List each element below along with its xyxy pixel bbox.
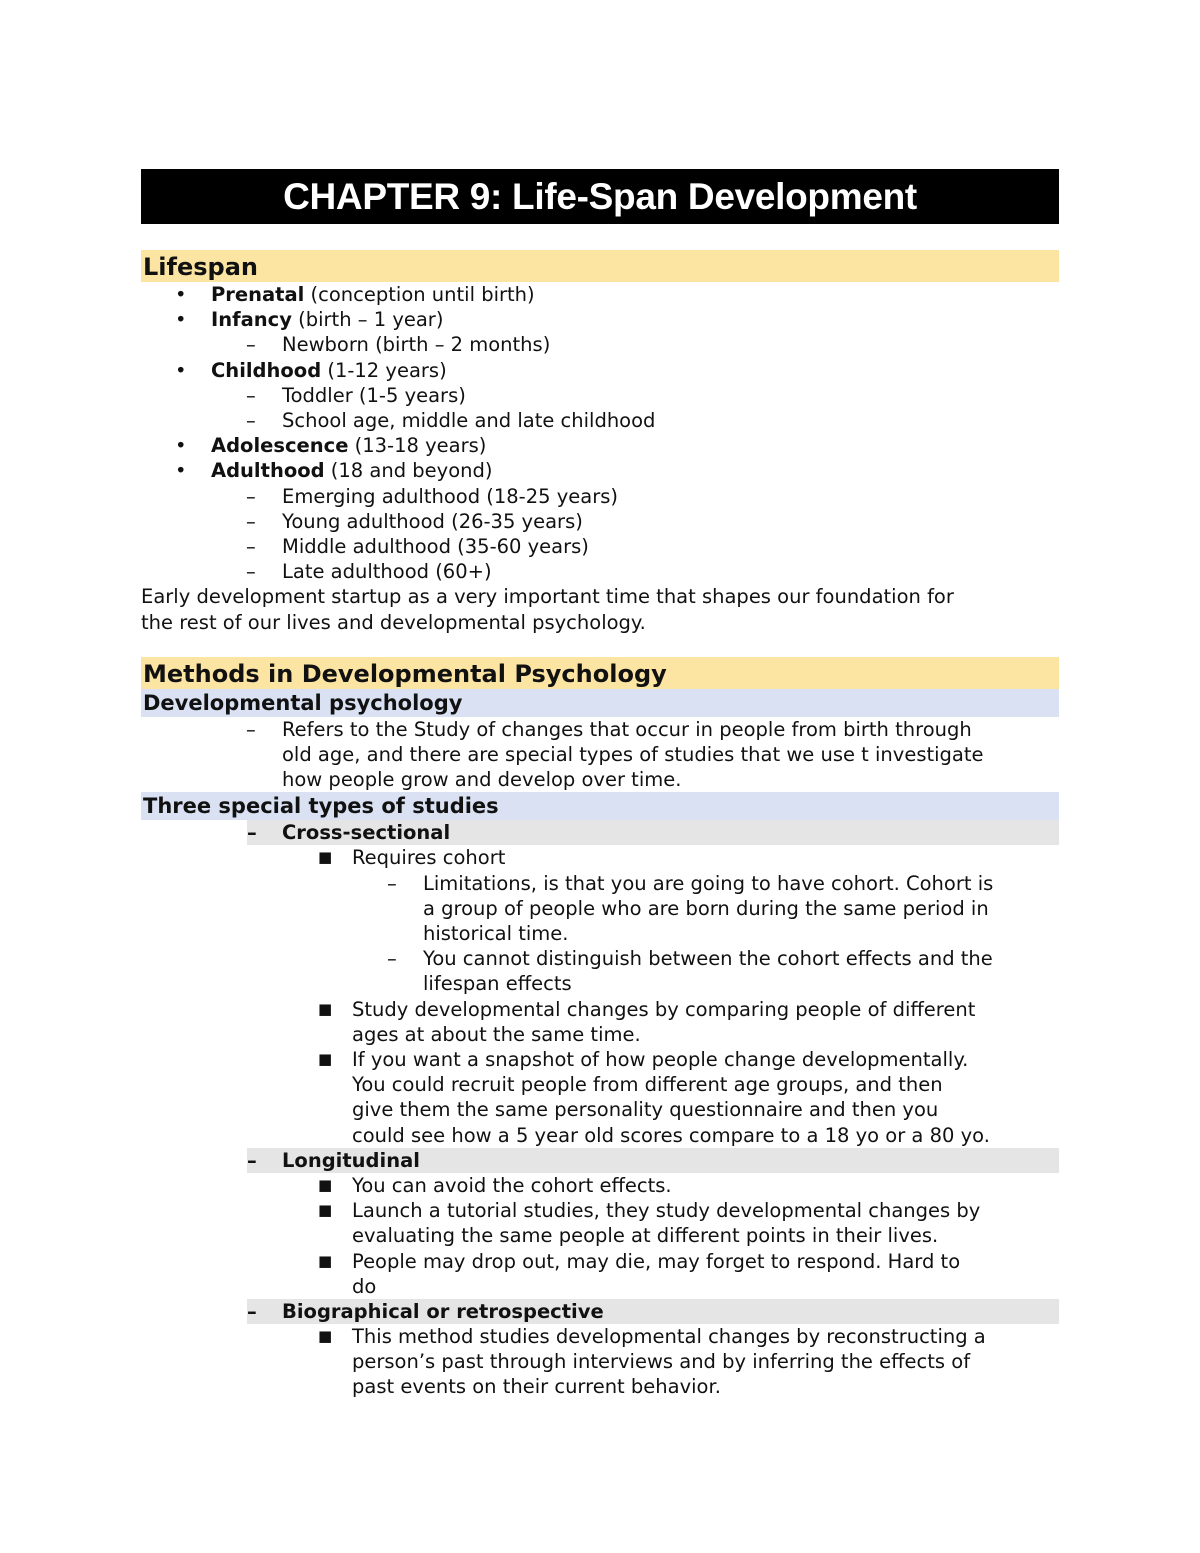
bullet-icon: • — [175, 358, 187, 382]
stage-name: Childhood — [211, 358, 322, 382]
dash-icon: – — [246, 333, 256, 357]
sub-item-text: School age, middle and late childhood — [282, 409, 656, 433]
dash-icon: – — [246, 509, 256, 533]
studies-heading: Three special types of studies — [141, 792, 1059, 820]
study-point-text: You could recruit people from different age groups, and then — [352, 1073, 943, 1097]
study-point-text: ages at about the same time. — [352, 1022, 641, 1046]
methods-heading: Methods in Developmental Psychology — [141, 657, 1059, 689]
study-point-text: Study developmental changes by comparing people of different — [352, 997, 976, 1021]
study-point-text: could see how a 5 year old scores compare to a 18 yo or a 80 yo. — [352, 1123, 990, 1147]
list-item — [141, 433, 1059, 458]
limitation-item — [141, 871, 1059, 896]
bullet-icon: • — [175, 459, 187, 483]
dev-psych-heading: Developmental psychology — [141, 689, 1059, 717]
study-label: Longitudinal — [282, 1148, 420, 1172]
lifespan-list — [141, 282, 1059, 584]
study-point — [141, 1047, 1059, 1072]
dash-icon: – — [387, 871, 397, 895]
cross-sectional-heading — [247, 820, 1059, 845]
study-point-text: do — [352, 1274, 377, 1298]
definition-text: Refers to the Study of changes that occur in people from birth through — [282, 717, 972, 741]
dash-icon: – — [246, 560, 256, 584]
longitudinal-heading — [247, 1148, 1059, 1173]
bullet-icon: • — [175, 308, 187, 332]
study-point-text: person’s past through interviews and by inferring the effects of — [352, 1350, 971, 1374]
square-bullet-icon: ■ — [318, 1050, 333, 1069]
sub-item-text: Middle adulthood (35-60 years) — [282, 535, 589, 559]
study-label: Biographical or retrospective — [282, 1299, 604, 1323]
study-point-text: If you want a snapshot of how people change developmentally. — [352, 1048, 969, 1072]
study-point — [141, 1198, 1059, 1223]
list-item — [141, 458, 1059, 483]
sub-item — [141, 408, 1059, 433]
stage-name: Infancy — [211, 308, 292, 332]
study-point — [141, 1324, 1059, 1349]
sub-item-text: Emerging adulthood (18-25 years) — [282, 484, 619, 508]
study-point — [141, 1249, 1059, 1274]
sub-item-text: Newborn (birth – 2 months) — [282, 333, 551, 357]
list-item — [141, 358, 1059, 383]
stage-range: (1-12 years) — [321, 358, 447, 382]
chapter-title: CHAPTER 9: Life-Span Development — [141, 169, 1059, 224]
sub-item — [141, 509, 1059, 534]
list-item — [141, 307, 1059, 332]
stage-name: Prenatal — [211, 283, 305, 306]
study-label: Cross-sectional — [282, 821, 451, 845]
sub-item — [141, 559, 1059, 584]
definition-text: how people grow and develop over time. — [282, 768, 682, 792]
sub-item — [141, 534, 1059, 559]
square-bullet-icon: ■ — [318, 1175, 333, 1194]
study-point — [141, 997, 1059, 1022]
stage-name: Adulthood — [211, 459, 325, 483]
lifespan-note: Early development startup as a very important time that shapes our foundation for — [141, 585, 954, 609]
dash-icon: – — [246, 535, 256, 559]
limitation-text: a group of people who are born during the same period in — [423, 896, 989, 920]
bullet-icon: • — [175, 283, 187, 306]
stage-name: Adolescence — [211, 434, 349, 458]
square-bullet-icon: ■ — [318, 848, 333, 867]
sub-item-text: Late adulthood (60+) — [282, 560, 492, 584]
sub-item — [141, 484, 1059, 509]
sub-item-text: Toddler (1-5 years) — [282, 383, 466, 407]
biographical-heading — [247, 1299, 1059, 1324]
dash-icon: – — [247, 1148, 257, 1172]
study-point-text: Requires cohort — [352, 846, 506, 870]
definition-item — [141, 717, 1059, 742]
dash-icon: – — [387, 947, 397, 971]
stage-range: (13-18 years) — [348, 434, 487, 458]
stage-range: (birth – 1 year) — [291, 308, 444, 332]
study-point-text: past events on their current behavior. — [352, 1375, 721, 1399]
study-point — [141, 845, 1059, 870]
definition-text: old age, and there are special types of studies that we use t investigate — [282, 743, 984, 767]
limitation-text: You cannot distinguish between the cohort effects and the — [423, 947, 993, 971]
limitation-text: historical time. — [423, 922, 569, 946]
study-point-text: People may drop out, may die, may forget to respond. Hard to — [352, 1249, 961, 1273]
sub-item — [141, 383, 1059, 408]
study-point-text: evaluating the same people at different points in their lives. — [352, 1224, 939, 1248]
stage-range: (18 and beyond) — [324, 459, 493, 483]
dash-icon: – — [247, 1299, 257, 1323]
dash-icon: – — [246, 409, 256, 433]
study-point-text: This method studies developmental changes by reconstructing a — [352, 1324, 986, 1348]
document-page — [141, 169, 1059, 1400]
study-point — [141, 1173, 1059, 1198]
sub-item-text: Young adulthood (26-35 years) — [282, 509, 583, 533]
dash-icon: – — [246, 717, 256, 741]
sub-item — [141, 332, 1059, 357]
square-bullet-icon: ■ — [318, 1326, 333, 1345]
dash-icon: – — [246, 383, 256, 407]
lifespan-note: the rest of our lives and developmental psychology. — [141, 610, 646, 634]
limitation-text: Limitations, is that you are going to have cohort. Cohort is — [423, 871, 994, 895]
stage-range: (conception until birth) — [304, 283, 535, 306]
bullet-icon: • — [175, 434, 187, 458]
study-point-text: You can avoid the cohort effects. — [352, 1173, 672, 1197]
lifespan-heading: Lifespan — [141, 250, 1059, 282]
study-point-text: give them the same personality questionnaire and then you — [352, 1098, 939, 1122]
square-bullet-icon: ■ — [318, 1251, 333, 1270]
square-bullet-icon: ■ — [318, 1201, 333, 1220]
study-point-text: Launch a tutorial studies, they study developmental changes by — [352, 1199, 981, 1223]
limitation-item — [141, 946, 1059, 971]
dash-icon: – — [246, 484, 256, 508]
limitation-text: lifespan effects — [423, 972, 572, 996]
list-item — [141, 282, 1059, 307]
square-bullet-icon: ■ — [318, 999, 333, 1018]
dash-icon: – — [247, 821, 257, 845]
